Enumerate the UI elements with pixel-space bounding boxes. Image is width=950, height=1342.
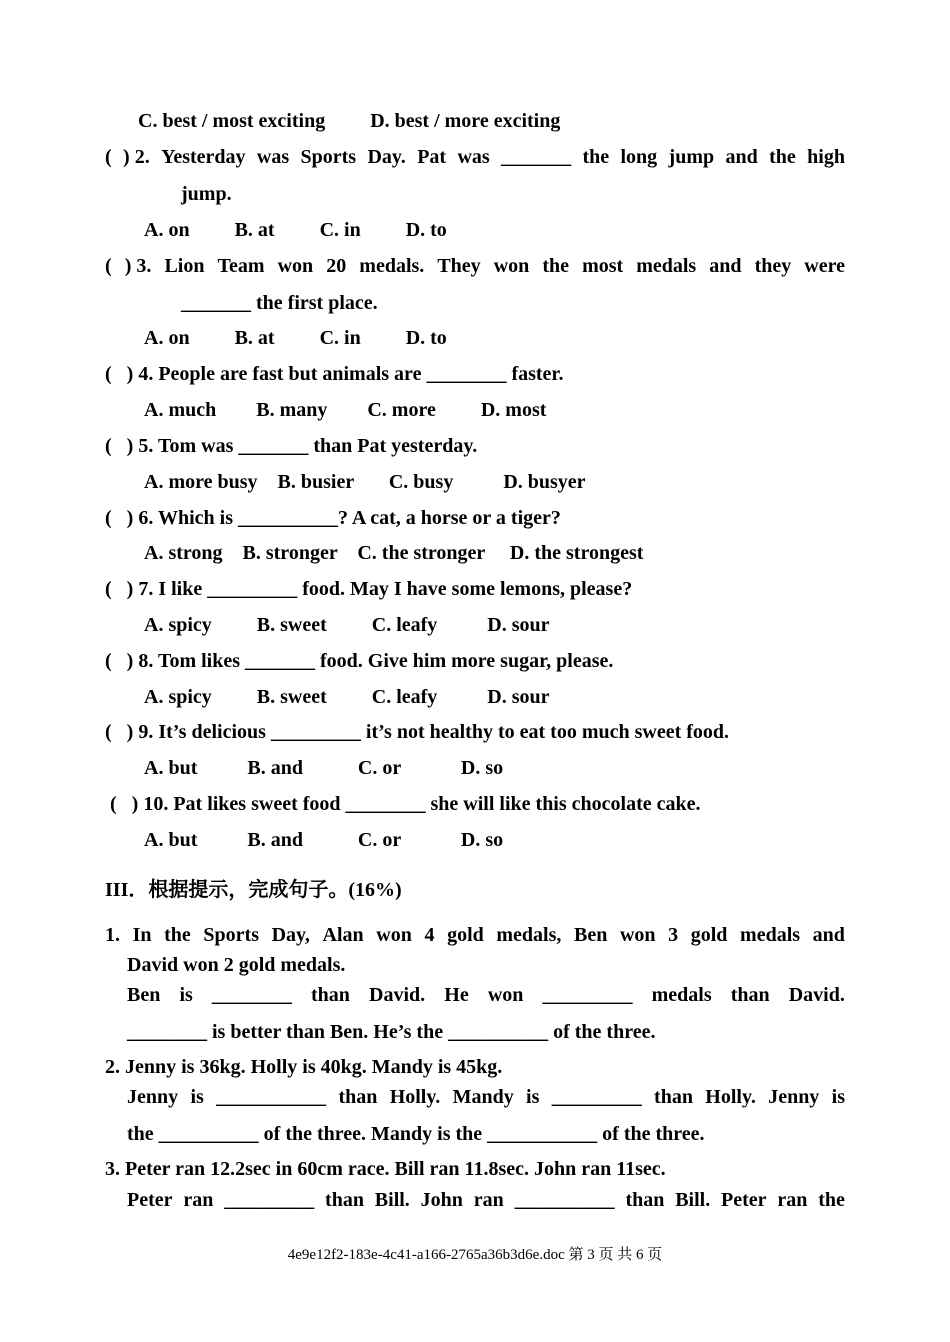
word: was (256, 146, 290, 168)
q7-options: A. spicy B. sweet C. leafy D. sour (144, 614, 550, 636)
q2-line1 (105, 145, 845, 169)
word: ___________ (216, 1086, 327, 1108)
word: won (487, 984, 524, 1006)
word: is (831, 1086, 845, 1108)
word: _______ (501, 146, 572, 168)
word: than (625, 1189, 665, 1211)
item1-answer-line1 (127, 983, 845, 1007)
word: gold (690, 924, 728, 946)
word: Holly. (705, 1086, 756, 1108)
word: Alan (322, 924, 364, 946)
word: than (338, 1086, 378, 1108)
word: ran (777, 1189, 808, 1211)
word: David. (788, 984, 845, 1006)
word: ________ (211, 984, 292, 1006)
word: Day. (367, 146, 406, 168)
word: ( (105, 146, 112, 168)
item2-answer-line2: the __________ of the three. Mandy is the ___________ of the three. (127, 1123, 705, 1145)
q9-line1: ( ) 9. It’s delicious _________ it’s not healthy to eat too much sweet food. (105, 721, 730, 743)
item2-prompt: 2. Jenny is 36kg. Holly is 40kg. Mandy is 45kg. (105, 1056, 503, 1078)
word: In (132, 924, 152, 946)
item2-answer-line1 (127, 1085, 845, 1109)
word: John (420, 1189, 463, 1211)
word: medals, (496, 924, 562, 946)
word: Bill. (374, 1189, 410, 1211)
word: were (804, 255, 845, 277)
q10-options: A. but B. and C. or D. so (144, 829, 504, 851)
word: 20 (326, 255, 347, 277)
word: the (582, 146, 610, 168)
word: ran (473, 1189, 504, 1211)
word: Sports (300, 146, 357, 168)
q1-options: C. best / most exciting D. best / more exciting (138, 110, 561, 132)
word: Peter (721, 1189, 767, 1211)
word: Day, (271, 924, 310, 946)
word: won (376, 924, 412, 946)
word: _________ (551, 1086, 642, 1108)
word: ran (183, 1189, 214, 1211)
q6-line1: ( ) 6. Which is __________? A cat, a horse or a tiger? (105, 507, 561, 529)
word: medals (651, 984, 712, 1006)
word: Team (217, 255, 265, 277)
word: they (754, 255, 792, 277)
word: is (526, 1086, 540, 1108)
word: and (725, 146, 758, 168)
q3-line1 (105, 254, 845, 278)
word: David. (369, 984, 426, 1006)
word: _________ (224, 1189, 315, 1211)
word: Holly. (389, 1086, 441, 1108)
word: than (730, 984, 770, 1006)
word: long (620, 146, 658, 168)
word: 1. (105, 924, 120, 946)
word: most (582, 255, 624, 277)
q4-options: A. much B. many C. more D. most (144, 399, 547, 421)
word: and (709, 255, 742, 277)
word: ( (105, 255, 112, 277)
q2-line2: jump. (181, 183, 232, 205)
word: gold (447, 924, 484, 946)
word: Peter (127, 1189, 173, 1211)
word: Ben (573, 924, 608, 946)
word: is (179, 984, 193, 1006)
word: 4 (424, 924, 435, 946)
word: Yesterday (161, 146, 246, 168)
word: is (190, 1086, 204, 1108)
q8-options: A. spicy B. sweet C. leafy D. sour (144, 686, 550, 708)
item1-prompt-line2: David won 2 gold medals. (127, 954, 346, 976)
word: medals (636, 255, 697, 277)
q3-line2: _______ the first place. (181, 292, 378, 314)
word: _________ (542, 984, 633, 1006)
q5-options: A. more busy B. busier C. busy D. busyer (144, 471, 586, 493)
word: was (457, 146, 490, 168)
q2-options: A. on B. at C. in D. to (144, 219, 447, 241)
word: jump (668, 146, 715, 168)
word: the (769, 146, 796, 168)
q7-line1: ( ) 7. I like _________ food. May I have some lemons, please? (105, 578, 633, 600)
item1-answer-line2: ________ is better than Ben. He’s the __________ of the three. (127, 1021, 656, 1043)
word: He (444, 984, 469, 1006)
word: Lion (164, 255, 205, 277)
word: Pat (417, 146, 447, 168)
word: won (493, 255, 530, 277)
q4-line1: ( ) 4. People are fast but animals are ________ faster. (105, 363, 564, 385)
word: the (164, 924, 191, 946)
q8-line1: ( ) 8. Tom likes _______ food. Give him more sugar, please. (105, 650, 614, 672)
word: ) 3. (124, 255, 152, 277)
q3-options: A. on B. at C. in D. to (144, 327, 447, 349)
page-footer: 4e9e12f2-183e-4c41-a166-2765a36b3d6e.doc 第 3 页 共 6 页 (287, 1247, 663, 1263)
item3-prompt: 3. Peter ran 12.2sec in 60cm race. Bill ran 11.8sec. John ran 11sec. (105, 1158, 666, 1180)
word: ) 2. (123, 146, 150, 168)
word: than (325, 1189, 364, 1211)
word: They (437, 255, 481, 277)
q9-options: A. but B. and C. or D. so (144, 757, 504, 779)
word: medals (740, 924, 801, 946)
item1-prompt-line1 (105, 923, 845, 947)
word: Sports (203, 924, 259, 946)
word: than (311, 984, 350, 1006)
word: Jenny (127, 1086, 179, 1108)
word: high (807, 146, 845, 168)
word: medals. (359, 255, 425, 277)
q6-options: A. strong B. stronger C. the stronger D. the strongest (144, 542, 644, 564)
q10-line1: ( ) 10. Pat likes sweet food ________ she will like this chocolate cake. (105, 793, 701, 815)
item3-answer-line1 (127, 1188, 845, 1212)
q5-line1: ( ) 5. Tom was _______ than Pat yesterday. (105, 435, 478, 457)
word: and (812, 924, 845, 946)
word: than (654, 1086, 693, 1108)
word: Ben (127, 984, 161, 1006)
word: won (277, 255, 314, 277)
word: won (619, 924, 656, 946)
section-heading: III．根据提示，完成句子。(16%) (105, 879, 402, 901)
word: Mandy (452, 1086, 514, 1108)
word: Jenny (768, 1086, 820, 1108)
word: __________ (514, 1189, 615, 1211)
word: Bill. (675, 1189, 711, 1211)
word: 3 (668, 924, 679, 946)
word: the (818, 1189, 845, 1211)
word: the (542, 255, 570, 277)
